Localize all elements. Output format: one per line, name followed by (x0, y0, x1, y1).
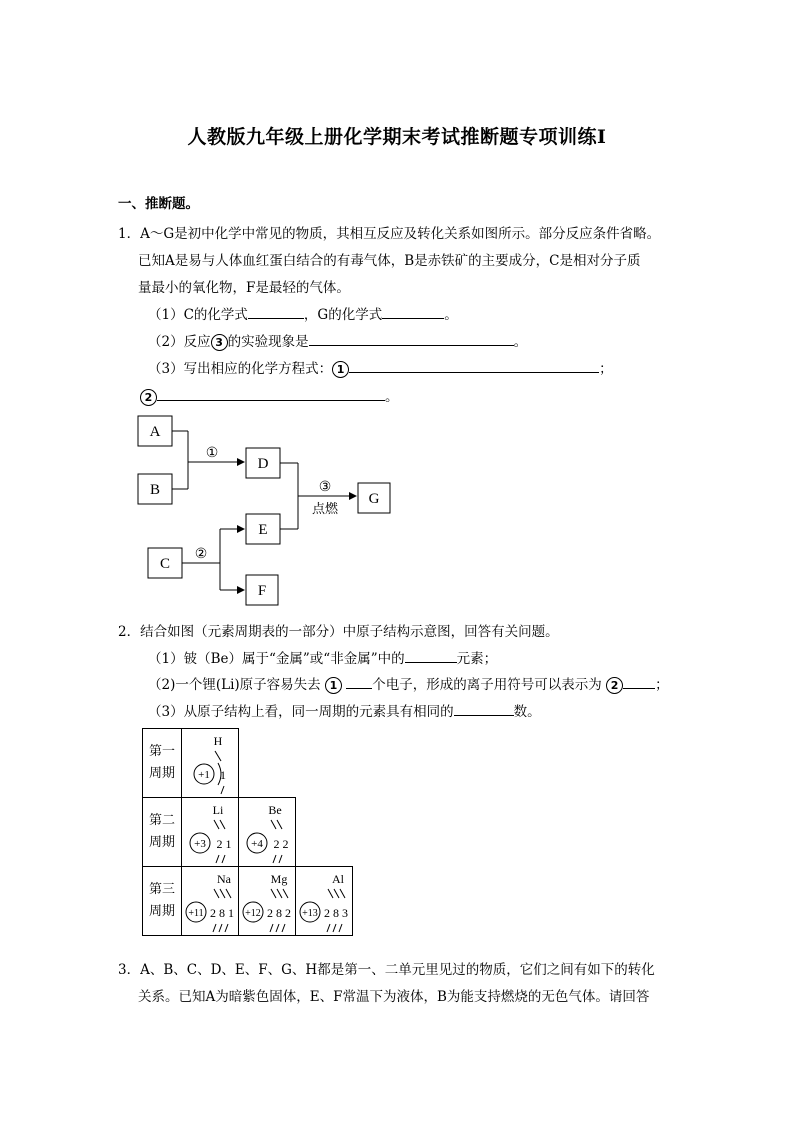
svg-text:1: 1 (220, 768, 226, 782)
svg-text:+1: +1 (198, 769, 210, 781)
svg-text:Mg: Mg (270, 872, 288, 886)
answer-blank-equation-2[interactable] (157, 388, 385, 401)
svg-text:2 2: 2 2 (273, 837, 289, 851)
q2-sub3-text-a: （3）从原子结构上看，同一周期的元素具有相同的 (148, 704, 454, 720)
svg-text:Be: Be (268, 803, 282, 817)
circled-number-3: 3 (211, 334, 228, 351)
circled-number-2: 2 (606, 677, 623, 694)
reaction-2-label: ② (194, 547, 208, 562)
q1-sub2-text-c: 。 (513, 334, 528, 350)
q1-sub1-text-b: ，G的化学式 (303, 307, 383, 323)
answer-blank-ion-symbol[interactable] (623, 676, 655, 689)
atom-mg (239, 867, 296, 936)
label-g: G (368, 491, 380, 507)
svg-text:2 8 2: 2 8 2 (267, 906, 291, 920)
period-1-header: 第一 周期 (143, 729, 182, 798)
section-heading: 一、推断题。 (118, 196, 199, 212)
period-2-header: 第二 周期 (143, 798, 182, 867)
q2-line1: 2．结合如图（元素周期表的一部分）中原子结构示意图，回答有关问题。 (118, 624, 559, 640)
q2-sub1-text-a: （1）铍（Be）属于“金属”或“非金属”中的 (148, 651, 405, 667)
q1-line1: 1．A～G是初中化学中常见的物质，其相互反应及转化关系如图所示。部分反应条件省略。 (118, 226, 661, 242)
q2-sub3-text-b: 数。 (513, 704, 541, 720)
atom-al (296, 867, 353, 936)
page-title: 人教版九年级上册化学期末考试推断题专项训练Ⅰ (187, 126, 607, 148)
q2-sub3 (148, 700, 541, 720)
ignite-condition: 点燃 (311, 502, 339, 517)
reaction-1-label: ① (205, 446, 219, 461)
q1-sub1-text-a: （1）C的化学式 (148, 307, 248, 323)
reaction-diagram (130, 408, 400, 608)
svg-text:2 8 1: 2 8 1 (210, 906, 234, 920)
reaction-3-label: ③ (318, 480, 332, 495)
atom-h (182, 729, 239, 798)
label-d: D (257, 456, 269, 472)
q1-sub3-end1: ； (599, 361, 613, 377)
q2-sub2 (148, 673, 669, 694)
circled-number-1: 1 (325, 677, 342, 694)
svg-text:Na: Na (217, 872, 231, 886)
svg-text:+12: +12 (245, 908, 261, 919)
label-a: A (149, 424, 161, 440)
svg-text:H: H (213, 734, 223, 748)
answer-blank-be-type[interactable] (405, 650, 457, 663)
label-c: C (159, 556, 171, 572)
circled-number-2: 2 (140, 389, 157, 406)
q1-sub1 (148, 303, 458, 323)
answer-blank-electron-count[interactable] (346, 676, 372, 689)
answer-blank-same-number[interactable] (454, 703, 514, 716)
answer-blank-c-formula[interactable] (248, 306, 304, 319)
q2-sub2-text-a: （2)一个锂(Li)原子容易失去 (148, 677, 321, 693)
label-f: F (257, 583, 267, 599)
svg-text:Li: Li (212, 803, 224, 817)
svg-text:2 1: 2 1 (216, 837, 232, 851)
atom-na (182, 867, 239, 936)
svg-text:2 8 3: 2 8 3 (324, 906, 348, 920)
svg-text:+3: +3 (194, 838, 206, 850)
q1-sub3-end2: 。 (385, 389, 399, 405)
q3-line1: 3．A、B、C、D、E、F、G、H都是第一、二单元里见过的物质，它们之间有如下的转化 (118, 962, 655, 978)
label-e: E (258, 522, 268, 538)
q1-sub2-text-b: 的实验现象是 (227, 334, 309, 350)
svg-text:Al: Al (332, 872, 344, 886)
q1-sub3-line2 (140, 385, 399, 406)
q1-line2: 已知A是易与人体血红蛋白结合的有毒气体，B是赤铁矿的主要成分，C是相对分子质 (138, 253, 641, 269)
q1-line3: 量最小的氧化物，F是最轻的气体。 (138, 280, 350, 296)
q1-sub3 (148, 357, 613, 378)
q1-sub2 (148, 330, 527, 351)
q2-sub2-text-c: ； (655, 677, 669, 693)
q2-sub1-text-b: 元素； (456, 651, 498, 667)
q3-line2: 关系。已知A为暗紫色固体，E、F常温下为液体，B为能支持燃烧的无色气体。请回答 (138, 989, 650, 1005)
q2-sub1 (148, 647, 497, 667)
q2-sub2-text-b: 个电子，形成的离子用符号可以表示为 (372, 677, 602, 693)
answer-blank-phenomenon[interactable] (309, 333, 514, 346)
period-3-header: 第三 周期 (143, 867, 182, 936)
q1-sub3-text-a: （3）写出相应的化学方程式： (148, 361, 333, 377)
circled-number-1: 1 (332, 361, 349, 378)
answer-blank-equation-1[interactable] (349, 360, 599, 373)
svg-text:+4: +4 (251, 838, 263, 850)
atom-be (239, 798, 296, 867)
label-b: B (149, 482, 161, 498)
svg-text:+11: +11 (188, 908, 204, 919)
svg-text:+13: +13 (302, 908, 318, 919)
periodic-table-fragment (142, 728, 353, 936)
q1-sub1-text-c: 。 (444, 307, 458, 323)
atom-li (182, 798, 239, 867)
q1-sub2-text-a: （2）反应 (148, 334, 211, 350)
answer-blank-g-formula[interactable] (382, 306, 444, 319)
